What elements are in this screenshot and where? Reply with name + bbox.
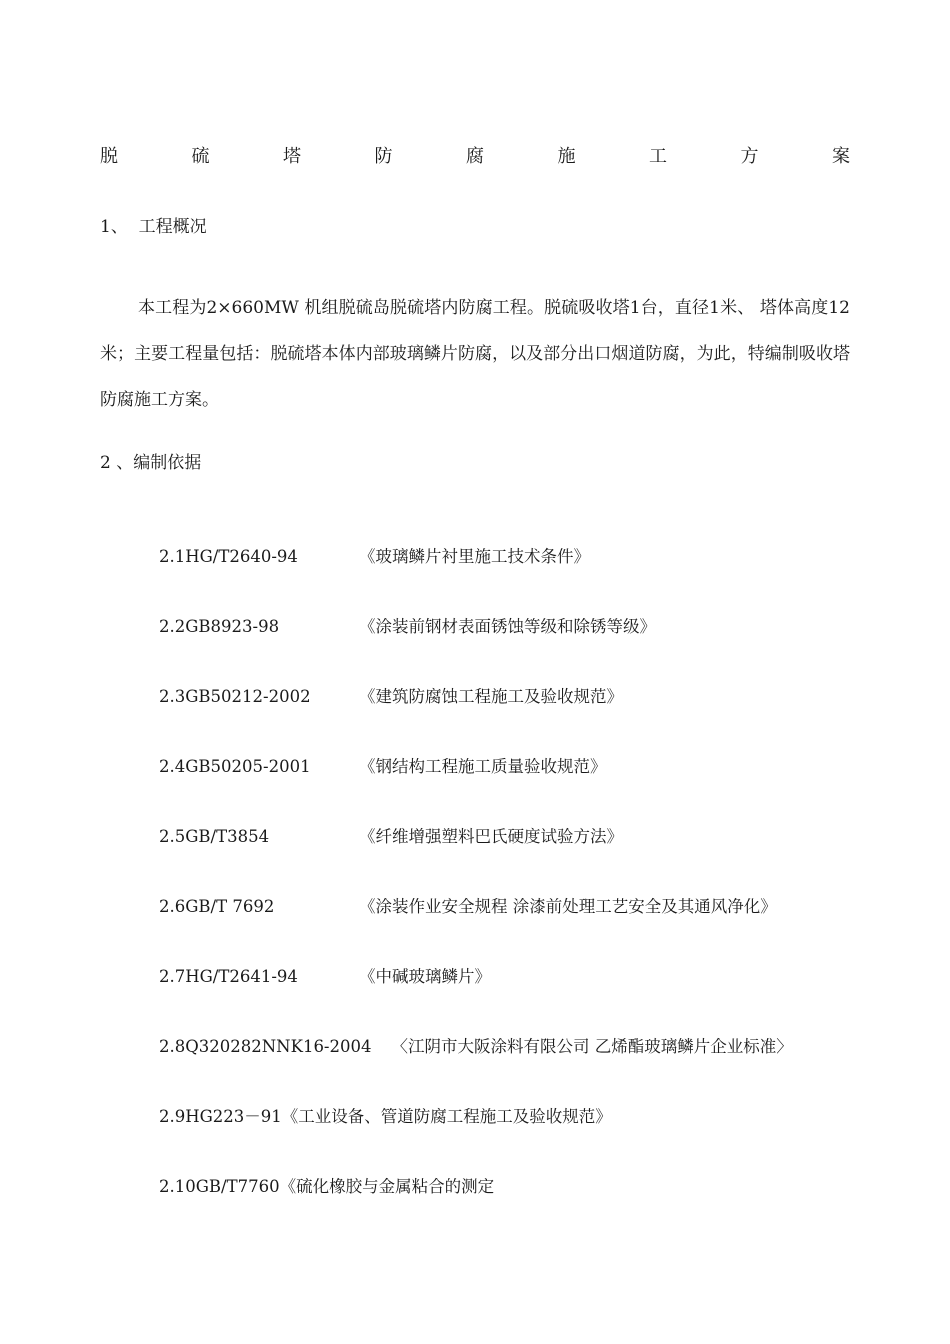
section-1-paragraph: 本工程为2×660MW 机组脱硫岛脱硫塔内防腐工程。脱硫吸收塔1台，直径1米、 塔体高度12米；主要工程量包括：脱硫塔本体内部玻璃鳞片防腐，以及部分出口烟道防腐，为此，特编制吸收塔防腐施工方案。 [100,298,850,410]
reference-title: 《纤维增强塑料巴氏硬度试验方法》 [358,827,623,846]
reference-title: 《玻璃鳞片衬里施工技术条件》 [358,547,590,566]
reference-title: 〈江阴市大阪涂料有限公司 乙烯酯玻璃鳞片企业标准〉 [391,1037,793,1056]
reference-code: 2.6GB/T 7692 [158,897,275,916]
title-char: 硫 [191,146,210,167]
reference-code: 2.1HG/T2640-94 [158,547,298,566]
reference-item [138,871,777,943]
reference-title: 《工业设备、管道防腐工程施工及验收规范》 [281,1107,612,1126]
section-1-heading: 1、 工程概况 [100,217,207,237]
reference-code: 2.9HG223－91 [158,1107,282,1126]
section-2-heading: 2 、编制依据 [100,453,202,473]
title-char: 工 [649,146,667,167]
reference-item [138,801,623,873]
reference-code: 2.7HG/T2641-94 [158,967,298,986]
reference-code: 2.3GB50212-2002 [158,687,311,706]
reference-item [138,1151,494,1223]
reference-title: 《建筑防腐蚀工程施工及验收规范》 [358,687,623,706]
reference-code: 2.4GB50205-2001 [158,757,311,776]
reference-code: 2.2GB8923-98 [158,617,280,636]
title-char: 方 [740,146,759,167]
reference-item [138,591,656,663]
reference-item [138,661,623,733]
reference-item [138,1081,612,1153]
reference-code: 2.10GB/T7760 [158,1177,280,1196]
reference-item [138,521,590,593]
title-char: 案 [832,146,850,167]
reference-item [138,1011,793,1083]
reference-title: 《硫化橡胶与金属粘合的测定 [279,1177,495,1196]
reference-code: 2.5GB/T3854 [158,827,270,846]
title-char: 施 [557,146,576,167]
reference-item [138,941,491,1013]
title-char: 脱 [100,146,118,167]
reference-title: 《中碱玻璃鳞片》 [358,967,491,986]
reference-item [138,731,606,803]
reference-title: 《涂装作业安全规程 涂漆前处理工艺安全及其通风净化》 [358,897,777,916]
title-char: 腐 [466,146,484,167]
title-char: 防 [374,146,393,167]
reference-code: 2.8Q320282NNK16-2004 [158,1037,372,1056]
title-char: 塔 [283,146,301,167]
reference-title: 《钢结构工程施工质量验收规范》 [358,757,607,776]
document-title [100,145,850,169]
reference-title: 《涂装前钢材表面锈蚀等级和除锈等级》 [358,617,656,636]
